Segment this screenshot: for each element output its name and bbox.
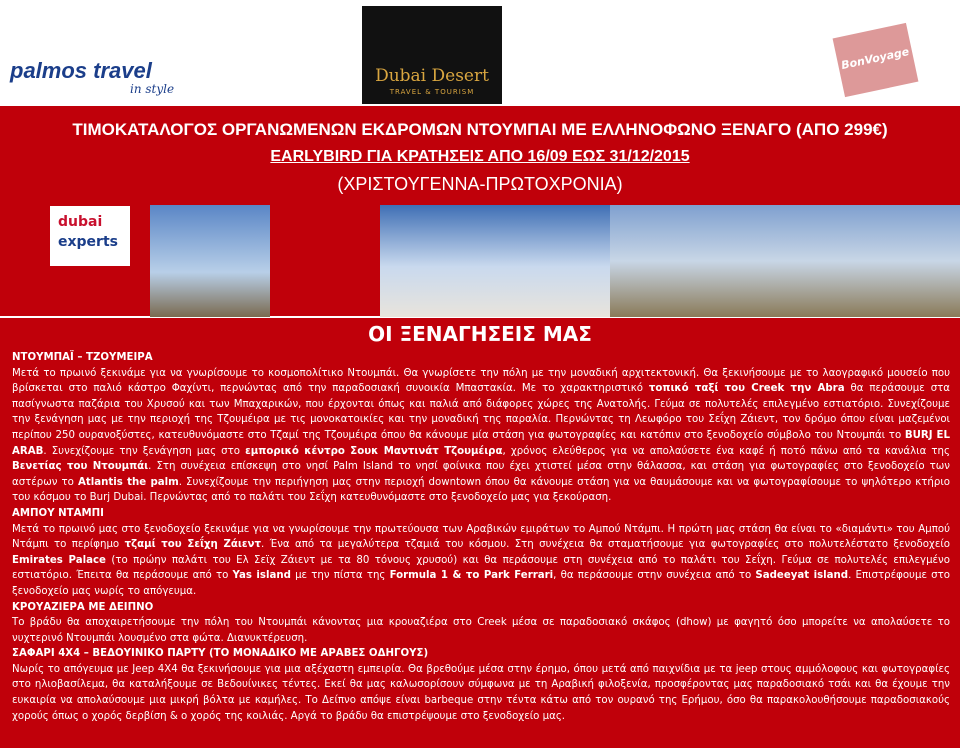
mosque-photo: [380, 205, 610, 317]
dubai-desert-logo: Dubai Desert TRAVEL & TOURISM: [362, 6, 502, 104]
skyline-photo: [150, 205, 270, 317]
top-logo-bar: [0, 0, 960, 100]
tour-title-safari: ΣΑΦΑΡΙ 4Χ4 – ΒΕΔΟΥΙΝΙΚΟ ΠΑΡΤΥ (ΤΟ ΜΟΝΑΔΙΚΟ ΜΕ ΑΡΑΒΕΣ ΟΔΗΓΟΥΣ): [12, 648, 429, 660]
section-title: ΟΙ ΞΕΝΑΓΗΣΕΙΣ ΜΑΣ: [368, 322, 592, 346]
bon-voyage-logo: BonVoyage: [833, 23, 919, 97]
palmos-travel-logo: palmos travel in style: [10, 58, 175, 96]
tour-title-cruise: ΚΡΟΥΑΖΙΕΡΑ ΜΕ ΔΕΙΠΝΟ: [12, 601, 154, 613]
header-title: ΤΙΜΟΚΑΤΑΛΟΓΟΣ ΟΡΓΑΝΩΜΕΝΩΝ ΕΚΔΡΟΜΩΝ ΝΤΟΥΜΠΑΙ ΜΕ ΕΛΛΗΝΟΦΩΝΟ ΞΕΝΑΓΟ (ΑΠΟ 299€): [72, 120, 888, 139]
tour-title-abu-dhabi: ΑΜΠΟΥ ΝΤΑΜΠΙ: [12, 507, 104, 519]
tour-title-dubai: ΝΤΟΥΜΠΑΪ – ΤΖΟΥΜΕΙΡΑ: [12, 352, 153, 363]
header-subtitle: (ΧΡΙΣΤΟΥΓΕΝΝΑ-ΠΡΩΤΟΧΡΟΝΙΑ): [337, 174, 623, 194]
dubai-experts-logo: dubai experts: [50, 206, 130, 266]
burj-al-arab-photo: [610, 205, 960, 317]
header-earlybird: EARLYBIRD ΓΙΑ ΚΡΑΤΗΣΕΙΣ ΑΠΟ 16/09 ΕΩΣ 31/12/2015: [270, 148, 690, 165]
tours-text: ΝΤΟΥΜΠΑΪ – ΤΖΟΥΜΕΙΡΑ Μετά το πρωινό ξεκινάμε για να γνωρίσουμε το κοσμοπολίτικο Ντουμπάι. Θα γνωρίσετε την πόλη με την μοναδική αρχιτεκτονική. Θα ξεκινήσουμε με το λαογραφικό μουσείο που βρίσκεται στο παλιό κάστρο Φαχίντι, περνώντας από την παραδοσιακή συνοικία Μπαστακία. Με το χαρακτηριστικό τοπικό ταξί του Creek την Abra θα περάσουμε στα πασίγνωστα παζάρια του Χρυσού και των Μπαχαρικών, που έρχονται όπως και παλιά από διάφορες χώρες της Ανατολής. Γεύμα σε πολυτελές επιλεγμένο εστιατόριο. Συνεχίζουμε την ξενάγηση μας με την περιοχή της Τζουμέιρα με τις μονοκατοικίες και την μοναδική της παραλία. Περνώντας τη Λεωφόρο του Σεΐχη Ζάιεντ, τον δρόμο όπου είναι μαζεμένοι περίπου 250 ουρανοξύστες, κατευθυνόμαστε στο Τζαμί της Τζουμέιρα όπου θα κάνουμε μία στάση για φωτογραφίες και κατόπιν στο ξενοδοχείο σύμβολο του Ντουμπάι το BURJ EL ARAB. Συνεχίζουμε την ξενάγηση μας στο εμπορικό κέντρο Σουκ Μαντινάτ Τζουμέιρα, χρόνος ελεύθερος για να απολαύσετε ένα καφέ ή ποτό πάνω από τα κανάλια της Βενετίας του Ντουμπάι. Στη συνέχεια επίσκεψη στο νησί Palm Island το νησί φοίνικα που έχει χτιστεί μέσα στην θάλασσα, και στάση για φωτογραφίες στο ξενοδοχείο των αστέρων το Atlantis the palm. Συνεχίζουμε την περιήγηση μας στην περιοχή downtown όπου θα κάνουμε στάση για να θαυμάσουμε και να φωτογραφίσουμε το ψηλότερο κτήριο του κόσμου το Burj Dubai. Περνώντας από το παλάτι του Σεΐχη κατευθυνόμαστε στο ξενοδοχείο μας για ξεκούραση. ΑΜΠΟΥ ΝΤΑΜΠΙ Μετά το πρωινό μας στο ξενοδοχείο ξεκινάμε για να γνωρίσουμε την πρωτεύουσα των Αραβικών εμιράτων το Αμπού Ντάμπι. Η πρώτη μας στάση θα είναι το «διαμάντι» του Αμπού Ντάμπι το περίφημο τζαμί του Σεΐχη Ζάιεντ. Ένα από τα μεγαλύτερα τζαμιά του κόσμου. Στη συνέχεια θα σταματήσουμε για φωτογραφίες στο πολυτελέστατο ξενοδοχείο Emirates Palace (το πρώην παλάτι του Ελ Σεϊχ Ζάιεντ με τα 80 τόνους χρυσού) και θα περάσουμε στη συνέχεια από το παλάτι του Σεΐχη. Γεύμα σε πολυτελές επιλεγμένο εστιατόριο. Έπειτα θα περάσουμε από το Yas island με την πίστα της Formula 1 & το Park Ferrari, θα περάσουμε στην συνέχεια από το Sadeeyat island. Επιστρέφουμε στο ξενοδοχείο μας νωρίς το απόγευμα. ΚΡΟΥΑΖΙΕΡΑ ΜΕ ΔΕΙΠΝΟ Το βράδυ θα αποχαιρετήσουμε την πόλη του Ντουμπάι κάνοντας μια κρουαζιέρα στο Creek μέσα σε παραδοσιακό σκάφος (dhow) με φαγητό όσο μπορείτε να απολαύσετε το νυχτερινό Ντουμπάι λουσμένο στα φώτα. Διανυκτέρευση. ΣΑΦΑΡΙ 4Χ4 – ΒΕΔΟΥΙΝΙΚΟ ΠΑΡΤΥ (ΤΟ ΜΟΝΑΔΙΚΟ ΜΕ ΑΡΑΒΕΣ ΟΔΗΓΟΥΣ) Νωρίς το απόγευμα με Jeep 4Χ4 θα ξεκινήσουμε για μια αξέχαστη εμπειρία. Θα βρεθούμε μέσα στην έρημο, όπου μετά από παιχνίδια με τα jeep στους αμμόλοφους και φωτογραφίες στο ηλιοβασίλεμα, θα καταλήξουμε σε Βεδουίνικες τέντες. Εκεί θα μας καλωσορίσουν σύμφωνα με τη Αραβική φιλοξενία, προσφέροντας μας παραδοσιακό τσάι και θα έχουμε την ευκαιρία να απολαύσουμε μια μικρή βόλτα με καμήλες. Το Δείπνο απόψε είναι barbeque στην τέντα κάτω από τον ουρανό της Ερήμου, όσο θα παρακολουθήσουμε παραδοσιακούς χορούς όπως ο χορός δερβίση & ο χορός της κοιλιάς. Αργά το βράδυ θα επιστρέψουμε στο ξενοδοχείο μας.: [12, 352, 951, 722]
